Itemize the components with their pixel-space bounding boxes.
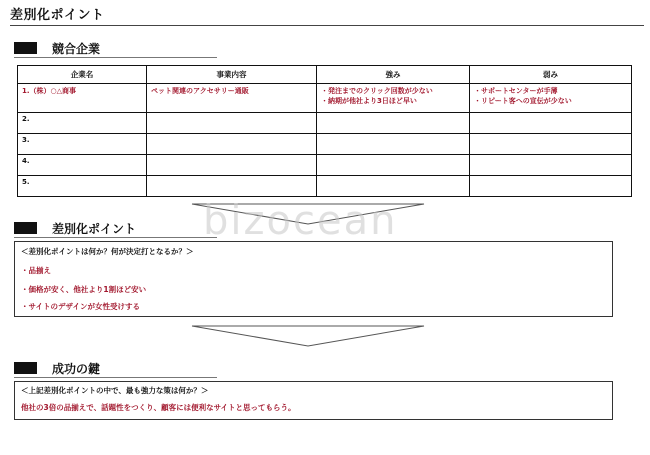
differentiation-item: ・品揃え bbox=[21, 266, 51, 275]
watermark-logo: bizocean bbox=[203, 198, 398, 244]
section-marker-block bbox=[14, 362, 37, 374]
differentiation-box[interactable] bbox=[14, 241, 613, 317]
key-to-success-question: ＜上記差別化ポイントの中で、最も強力な策は何か？＞ bbox=[21, 386, 209, 395]
column-header-company: 企業名 bbox=[18, 66, 147, 84]
weakness-item: ・サポートセンターが手薄 bbox=[474, 87, 558, 95]
cell-strengths[interactable] bbox=[317, 134, 470, 155]
cell-company-name[interactable]: 3. bbox=[18, 134, 147, 155]
table-row bbox=[18, 134, 632, 155]
page-title: 差別化ポイント bbox=[10, 8, 105, 23]
section-header-differentiation bbox=[14, 220, 224, 236]
key-to-success-box[interactable] bbox=[14, 381, 613, 420]
table-row bbox=[18, 84, 632, 113]
cell-company-name[interactable]: 5. bbox=[18, 176, 147, 197]
section-marker-block bbox=[14, 42, 37, 54]
strength-item: ・納期が他社より3日ほど早い bbox=[321, 97, 417, 105]
differentiation-item: ・サイトのデザインが女性受けする bbox=[21, 302, 140, 311]
table-row bbox=[18, 155, 632, 176]
column-header-business: 事業内容 bbox=[147, 66, 317, 84]
differentiation-question: ＜差別化ポイントは何か？何が決定打となるか？＞ bbox=[21, 247, 194, 256]
cell-business[interactable] bbox=[147, 113, 317, 134]
column-header-strengths: 強み bbox=[317, 66, 470, 84]
section-title-key-to-success: 成功の鍵 bbox=[52, 362, 101, 376]
cell-company-name[interactable]: 1.（株）○△商事 bbox=[18, 84, 147, 113]
cell-business[interactable] bbox=[147, 176, 317, 197]
strength-item: ・発注までのクリック回数が少ない bbox=[321, 87, 433, 95]
weakness-item: ・リピート客への宣伝が少ない bbox=[474, 97, 572, 105]
column-header-weaknesses: 弱み bbox=[470, 66, 632, 84]
section-underline bbox=[14, 237, 217, 238]
cell-business[interactable] bbox=[147, 134, 317, 155]
cell-company-name[interactable]: 2. bbox=[18, 113, 147, 134]
key-to-success-answer: 他社の3倍の品揃えで、話題性をつくり、顧客には便利なサイトと思ってもらう。 bbox=[21, 403, 296, 412]
table-row bbox=[18, 113, 632, 134]
cell-strengths[interactable] bbox=[317, 113, 470, 134]
cell-weaknesses[interactable] bbox=[470, 113, 632, 134]
section-title-competitors: 競合企業 bbox=[52, 42, 101, 56]
cell-weaknesses[interactable] bbox=[470, 134, 632, 155]
section-title-differentiation: 差別化ポイント bbox=[52, 222, 137, 236]
table-header-row bbox=[18, 66, 632, 84]
cell-weaknesses[interactable] bbox=[470, 84, 632, 113]
section-header-competitors bbox=[14, 40, 224, 56]
title-divider bbox=[10, 25, 644, 26]
section-header-key-to-success bbox=[14, 360, 224, 376]
cell-strengths[interactable] bbox=[317, 84, 470, 113]
cell-strengths[interactable] bbox=[317, 176, 470, 197]
cell-weaknesses[interactable] bbox=[470, 155, 632, 176]
table-row bbox=[18, 176, 632, 197]
cell-company-name[interactable]: 4. bbox=[18, 155, 147, 176]
section-underline bbox=[14, 377, 217, 378]
cell-business[interactable] bbox=[147, 155, 317, 176]
cell-weaknesses[interactable] bbox=[470, 176, 632, 197]
section-underline bbox=[14, 57, 217, 58]
cell-strengths[interactable] bbox=[317, 155, 470, 176]
competitor-table bbox=[17, 65, 632, 197]
differentiation-item: ・価格が安く、他社より1割ほど安い bbox=[21, 285, 147, 294]
cell-business[interactable]: ペット関連のアクセサリー通販 bbox=[147, 84, 317, 113]
section-marker-block bbox=[14, 222, 37, 234]
down-arrow-icon bbox=[190, 324, 426, 348]
